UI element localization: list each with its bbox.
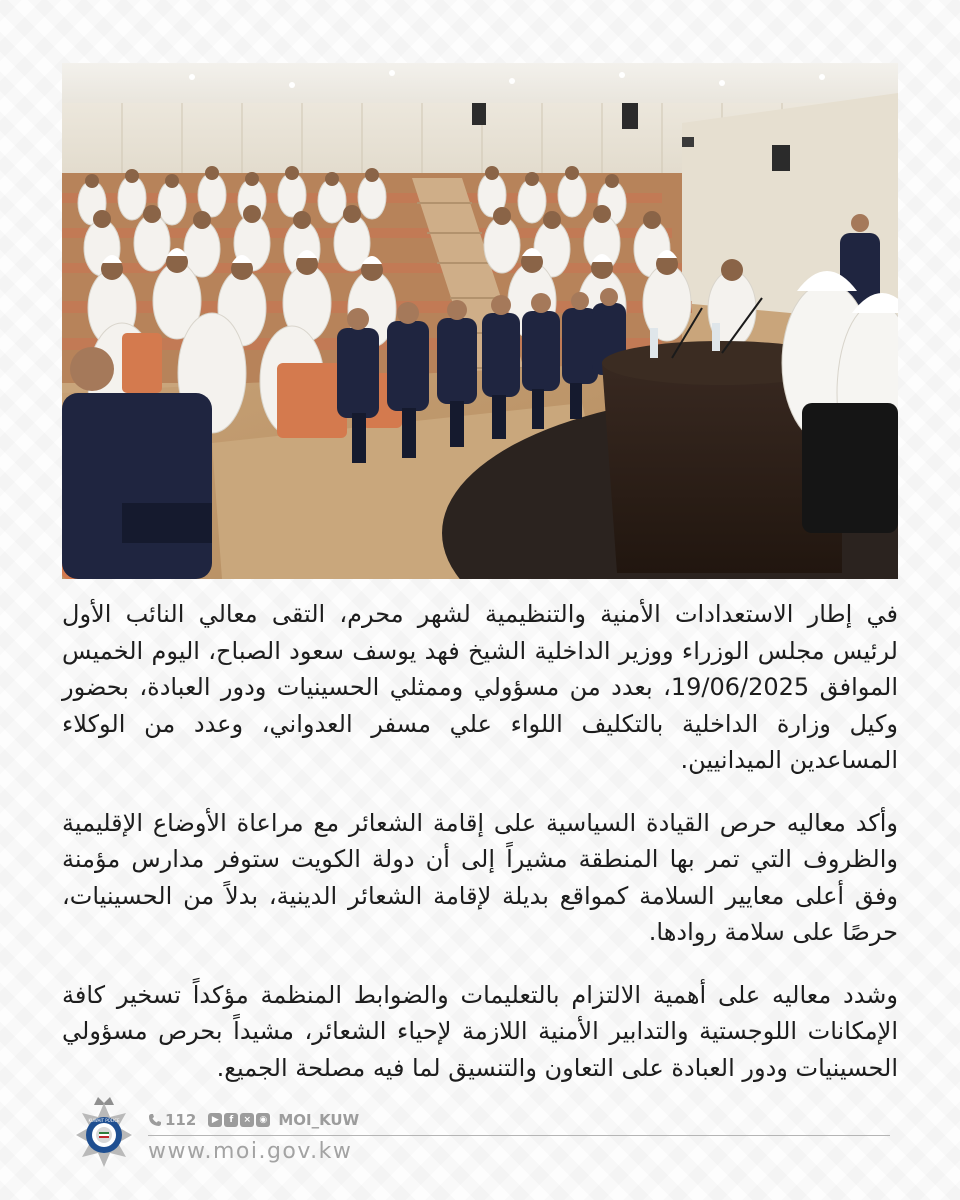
footer-divider	[148, 1135, 890, 1136]
kuwait-police-emblem-icon	[70, 1095, 138, 1173]
facebook-icon[interactable]: f	[224, 1113, 238, 1127]
social-handle[interactable]: MOI_KUW	[278, 1111, 360, 1129]
article-body	[62, 596, 898, 1112]
article-paragraph-2: وأكد معاليه حرص القيادة السياسية على إقامة الشعائر مع مراعاة الأوضاع الإقليمية والظروف التي تمر بها المنطقة مشيراً إلى أن دولة الكويت ستوفر مدارس مؤمنة وفق أعلى معايير السلامة كمواقع بديلة لإقامة الشعائر الدينية، بدلاً من الحسينيات، حرصًا على سلامة روادها.	[62, 808, 898, 946]
contact-row	[148, 1109, 359, 1131]
phone-icon	[148, 1113, 162, 1127]
x-icon[interactable]: ×	[240, 1113, 254, 1127]
article-paragraph-3: وشدد معاليه على أهمية الالتزام بالتعليمات والضوابط المنظمة مؤكداً تسخير كافة الإمكانات اللوجستية والتدابير الأمنية اللازمة لإحياء الشعائر، مشيداً بحرص مسؤولي الحسينيات ودور العبادة على التعاون والتنسيق لما فيه مصلحة الجميع.	[62, 980, 898, 1082]
youtube-icon[interactable]: ▶	[208, 1113, 222, 1127]
emblem-text: KUWAIT POLICE	[88, 1118, 120, 1123]
instagram-icon[interactable]: ◉	[256, 1113, 270, 1127]
event-photo	[62, 63, 898, 579]
footer	[70, 1095, 900, 1175]
website-link[interactable]: www.moi.gov.kw	[148, 1139, 353, 1164]
phone-number: 112	[165, 1111, 197, 1129]
article-paragraph-1: في إطار الاستعدادات الأمنية والتنظيمية لشهر محرم، التقى معالي النائب الأول لرئيس مجلس الوزراء ووزير الداخلية الشيخ فهد يوسف سعود الصباح، اليوم الخميس الموافق 19/06/2025، بعدد من مسؤولي وممثلي الحسينيات ودور العبادة، بحضور وكيل وزارة الداخلية بالتكليف اللواء علي مسفر العدواني، وعدد من الوكلاء المساعدين الميدانيين.	[62, 600, 898, 774]
